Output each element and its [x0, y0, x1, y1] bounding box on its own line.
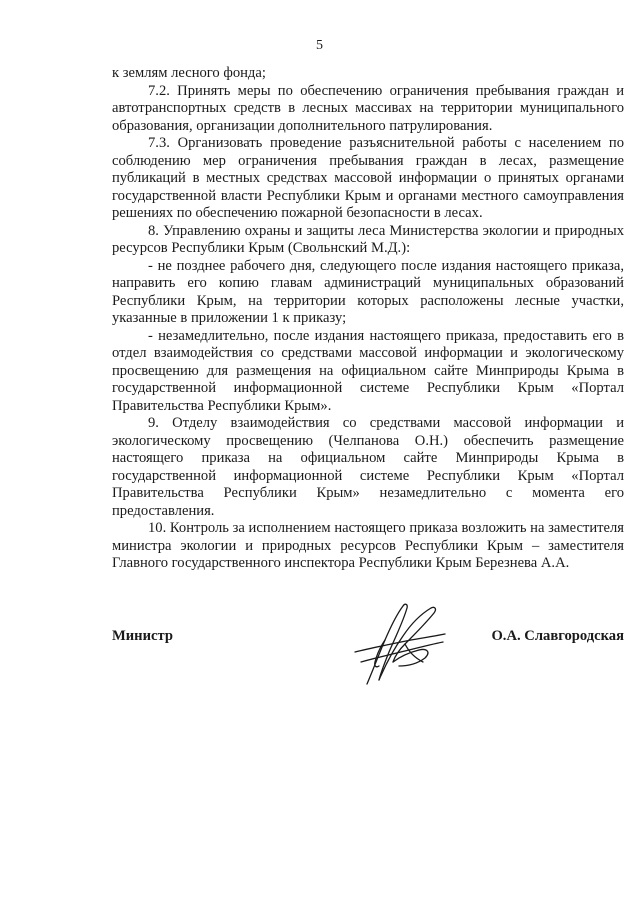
paragraph-7-3: 7.3. Организовать проведение разъяснительной работы с населением по соблюдению мер ограничения пребывания граждан в лесах, размещение публикаций в местных средствах массовой информации о принятых органами государственной власти Республики Крым и органами местного самоуправления решениях по обеспечению пожарной безопасности в лесах. — [112, 135, 624, 221]
signer-name: О.А. Славгородская — [491, 628, 624, 644]
handwritten-signature — [345, 600, 450, 690]
paragraph-8-item-a: - не позднее рабочего дня, следующего после издания настоящего приказа, направить его копию главам администраций муниципальных образований Республики Крым, на территории которых расположены лесные участки, указанные в приложении 1 к приказу; — [112, 257, 624, 326]
paragraph-7-2: 7.2. Принять меры по обеспечению ограничения пребывания граждан и автотранспортных средств в лесных массивах на территории муниципального образования, организации дополнительного патрулирования. — [112, 82, 624, 134]
signer-title: Министр — [112, 628, 173, 644]
paragraph-9: 9. Отделу взаимодействия со средствами массовой информации и экологическому просвещению (Челпанова О.Н.) обеспечить размещение настоящего приказа на официальном сайте Минприроды Крыма в государственной информационной системе Республики Крым «Портал Правительства Республики Крым» незамедлительно с момента его предоставления. — [112, 415, 624, 519]
paragraph-8: 8. Управлению охраны и защиты леса Министерства экологии и природных ресурсов Республики Крым (Свольнский М.Д.): — [112, 222, 624, 256]
paragraph-8-item-b: - незамедлительно, после издания настоящего приказа, предоставить его в отдел взаимодействия со средствами массовой информации и экологическому просвещению для размещения на официальном сайте Минприроды Крыма в государственной информационной системе Республики Крым «Портал Правительства Республики Крым». — [112, 327, 624, 414]
page-number: 5 — [316, 38, 323, 53]
document-body — [112, 65, 624, 573]
paragraph-10: 10. Контроль за исполнением настоящего приказа возложить на заместителя министра экологии и природных ресурсов Республики Крым – заместителя Главного государственного инспектора Республики Крым Березнева А.А. — [112, 520, 624, 571]
paragraph-7-1-continuation: к землям лесного фонда; — [112, 65, 266, 81]
